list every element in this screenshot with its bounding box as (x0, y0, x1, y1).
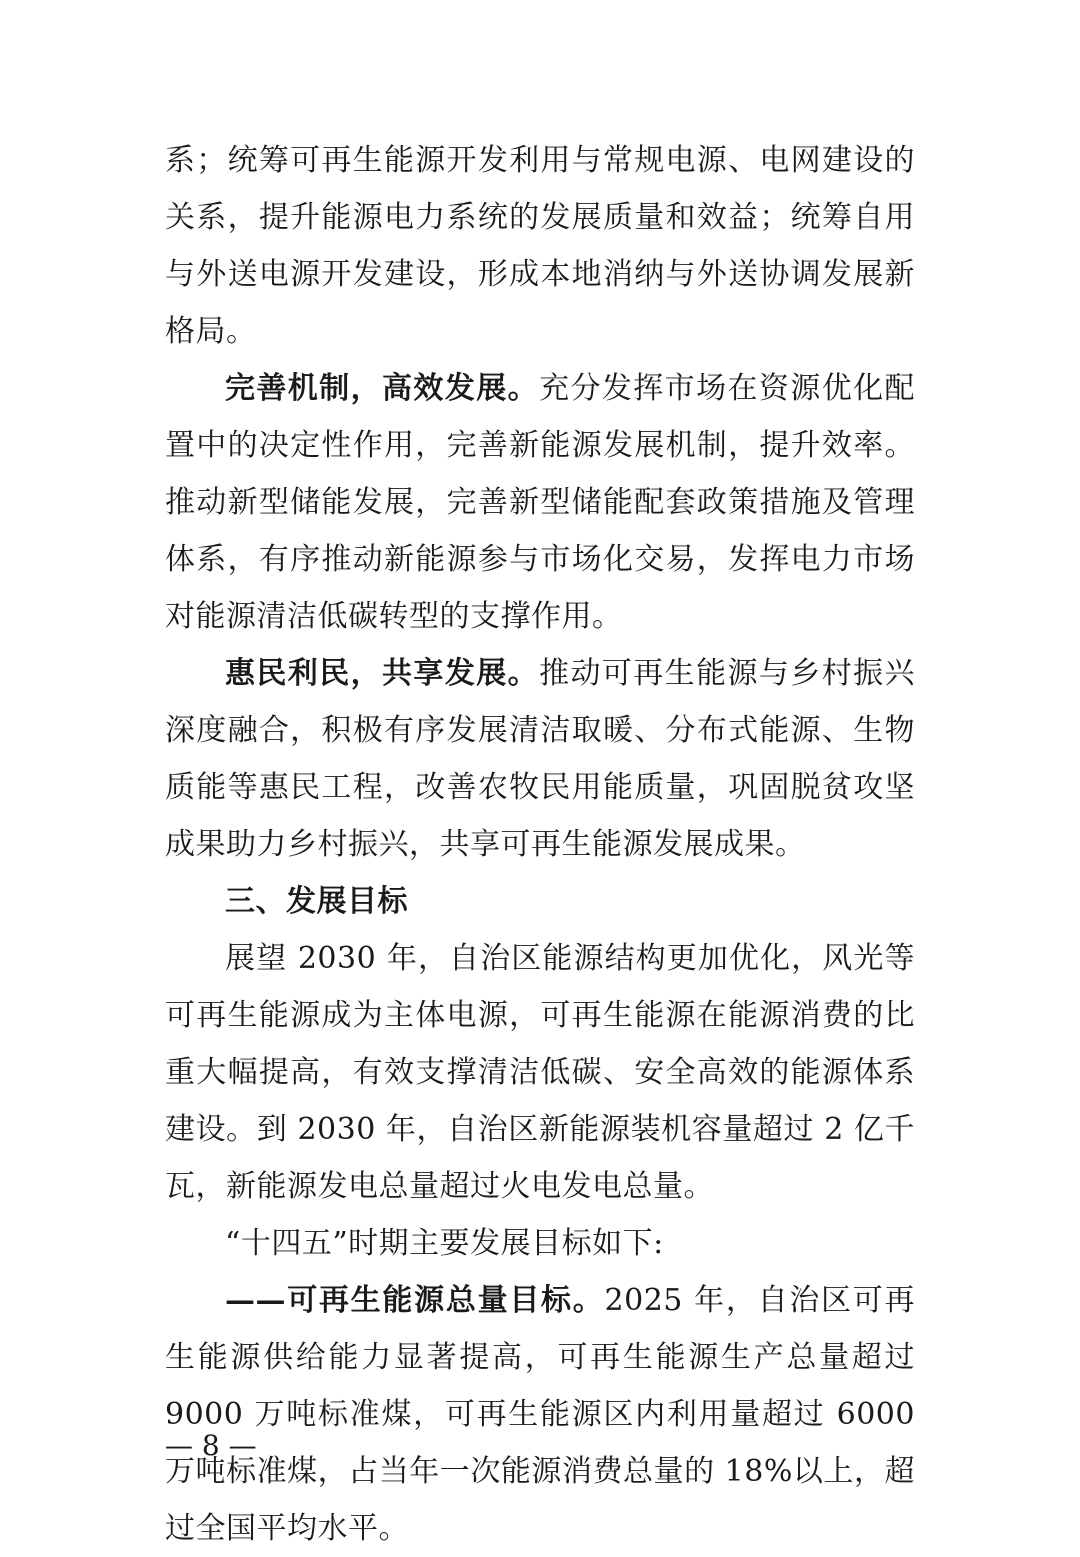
paragraph-people (165, 645, 915, 873)
paragraph-text: “十四五”时期主要发展目标如下: (225, 1226, 664, 1261)
page-number: — 8 — (165, 1429, 257, 1462)
paragraph-mechanism (165, 360, 915, 645)
paragraph-text: 2025 年，自治区可再生能源供给能力显著提高，可再生能源生产总量超过 9000 万吨标准煤，可再生能源区内利用量超过 6000 万吨标准煤，占当年一次能源消费总量的 18%以上，超过全国平均水平。 (165, 1283, 915, 1546)
paragraph-goals-intro (165, 1215, 915, 1272)
section-heading: 三、发展目标 (225, 884, 408, 919)
paragraph-text: 推动可再生能源与乡村振兴深度融合，积极有序发展清洁取暖、分布式能源、生物质能等惠民工程，改善农牧民用能质量，巩固脱贫攻坚成果助力乡村振兴，共享可再生能源发展成果。 (165, 656, 916, 862)
paragraph-continuation (165, 132, 915, 360)
paragraph-text: 系；统筹可再生能源开发利用与常规电源、电网建设的关系，提升能源电力系统的发展质量和效益；统筹自用与外送电源开发建设，形成本地消纳与外送协调发展新格局。 (165, 143, 915, 349)
paragraph-lead: 完善机制，高效发展。 (225, 371, 540, 406)
paragraph-text: 展望 2030 年，自治区能源结构更加优化，风光等可再生能源成为主体电源，可再生能源在能源消费的比重大幅提高，有效支撑清洁低碳、安全高效的能源体系建设。到 2030 年，自治区新能源装机容量超过 2 亿千瓦，新能源发电总量超过火电发电总量。 (165, 941, 915, 1204)
paragraph-total-target (165, 1272, 915, 1557)
paragraph-outlook (165, 930, 915, 1215)
document-body (165, 132, 915, 1557)
paragraph-text: 充分发挥市场在资源优化配置中的决定性作用，完善新能源发展机制，提升效率。推动新型储能发展，完善新型储能配套政策措施及管理体系，有序推动新能源参与市场化交易，发挥电力市场对能源清洁低碳转型的支撑作用。 (165, 371, 916, 634)
paragraph-lead: 惠民利民，共享发展。 (225, 656, 540, 691)
paragraph-lead: ——可再生能源总量目标。 (225, 1283, 605, 1318)
